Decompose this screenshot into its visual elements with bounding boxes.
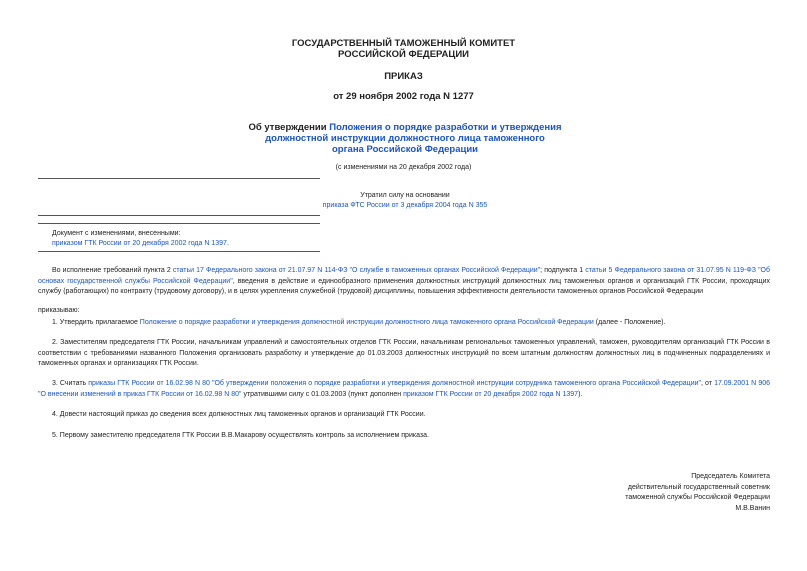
org-name-line1: ГОСУДАРСТВЕННЫЙ ТАМОЖЕННЫЙ КОМИТЕТ <box>291 38 516 49</box>
signer-name: М.В.Ванин <box>735 504 770 512</box>
repeal-note: Утратил силу на основании <box>360 192 450 199</box>
divider <box>38 251 320 252</box>
changes-link[interactable]: приказом ГТК России от 20 декабря 2002 года N 1397 <box>52 240 227 247</box>
item-4: 4. Довести настоящий приказ до сведения всех должностных лиц таможенных органов и организаций ГТК России. <box>52 411 426 418</box>
title-prefix: Об утверждении <box>248 122 327 133</box>
order-word: приказываю: <box>38 307 80 314</box>
order-1397-link[interactable]: приказом ГТК России от 20 декабря 2002 года N 1397 <box>403 390 579 398</box>
title-link-line3[interactable]: органа Российской Федерации <box>331 144 479 155</box>
signer-rank-2: таможенной службы Российской Федерации <box>625 494 770 501</box>
regulation-link[interactable]: Положение о порядке разработки и утверждения должностной инструкции должностного лица таможенного органа Российской Федерации <box>139 319 594 326</box>
divider <box>38 215 320 216</box>
signer-rank-1: действительный государственный советник <box>627 483 770 491</box>
law-link-119fz[interactable]: статьи 5 Федерального закона от 31.07.95 N 119-ФЗ "Об основах государственной службы Российской Федерации" <box>38 267 771 285</box>
amendment-note: (с изменениями на 20 декабря 2002 года) <box>335 164 472 171</box>
org-name-line2: РОССИЙСКОЙ ФЕДЕРАЦИИ <box>337 49 469 60</box>
item-2: 2. Заместителям председателя ГТК России, начальникам управлений и самостоятельных отделов ГТК России, начальникам региональных таможенных управлений, таможен, руководителям организаций ГТК России в соответствии с требованиями названного Положения организовать разработку и утверждение до 01.03.2003 должностных инструкций по всем штатным должностям должностных лиц в подчиненных подразделениях и таможенных органах и организациях ГТК России. <box>38 339 770 367</box>
doc-type: ПРИКАЗ <box>384 71 423 82</box>
divider <box>38 178 320 179</box>
changes-link-row: приказом ГТК России от 20 декабря 2002 года N 1397. <box>52 240 229 247</box>
title-link-line2[interactable]: должностной инструкции должностного лица таможенного <box>265 133 545 144</box>
changes-note: Документ с изменениями, внесенными: <box>52 230 181 237</box>
order-80-link[interactable]: приказы ГТК России от 16.02.98 N 80 "Об утверждении положения о порядке разработки и утверждения должностной инструкции сотрудника таможенного органа Российской Федерации" <box>88 380 701 387</box>
divider <box>38 223 320 224</box>
law-link-114fz[interactable]: статьи 17 Федерального закона от 21.07.97 N 114-ФЗ "О службе в таможенных органах Российской Федерации" <box>172 267 541 274</box>
signer-title: Председатель Комитета <box>691 473 770 480</box>
title-link-line1[interactable]: Положения о порядке разработки и утверждения <box>329 122 562 133</box>
item-5: 5. Первому заместителю председателя ГТК России В.В.Макарову осуществлять контроль за исполнением приказа. <box>52 432 429 439</box>
doc-date: от 29 ноября 2002 года N 1277 <box>333 91 474 102</box>
repeal-link[interactable]: приказа ФТС России от 3 декабря 2004 года N 355 <box>322 202 488 209</box>
intro-paragraph: Во исполнение требований пункта 2 статьи 17 Федерального закона от 21.07.97 N 114-ФЗ "О службе в таможенных органах Российской Федерации"; подпункта 1 статьи 5 Федерального закона от 31.07.95 N 119-ФЗ "Об основах государственной службы Российской Федерации", введения в действие и единообразного применения должностных инструкций должностных лиц таможенных органов и организаций ГТК России, проходящих службу (работающих) по контракту (трудовому договору), и в целях укрепления служебной (трудовой) дисциплины, повышения эффективности деятельности таможенных органов Российской Федерации <box>38 267 771 295</box>
doc-title <box>230 122 580 155</box>
order-906-link[interactable]: 17.09.2001 N 906 "О внесении изменений в приказ ГТК России от 16.02.98 N 80" <box>38 380 770 398</box>
item-1: 1. Утвердить прилагаемое Положение о порядке разработки и утверждения должностной инструкции должностного лица таможенного органа Российской Федерации (далее - Положение). <box>52 319 666 326</box>
signature-block <box>600 472 770 514</box>
item-3: 3. Считать приказы ГТК России от 16.02.98 N 80 "Об утверждении положения о порядке разработки и утверждения должностной инструкции сотрудника таможенного органа Российской Федерации", от 17.09.2001 N 906 "О внесении изменений в приказ ГТК России от 16.02.98 N 80" утратившими силу с 01.03.2003 (пункт дополнен приказом ГТК России от 20 декабря 2002 года N 1397). <box>38 380 770 398</box>
